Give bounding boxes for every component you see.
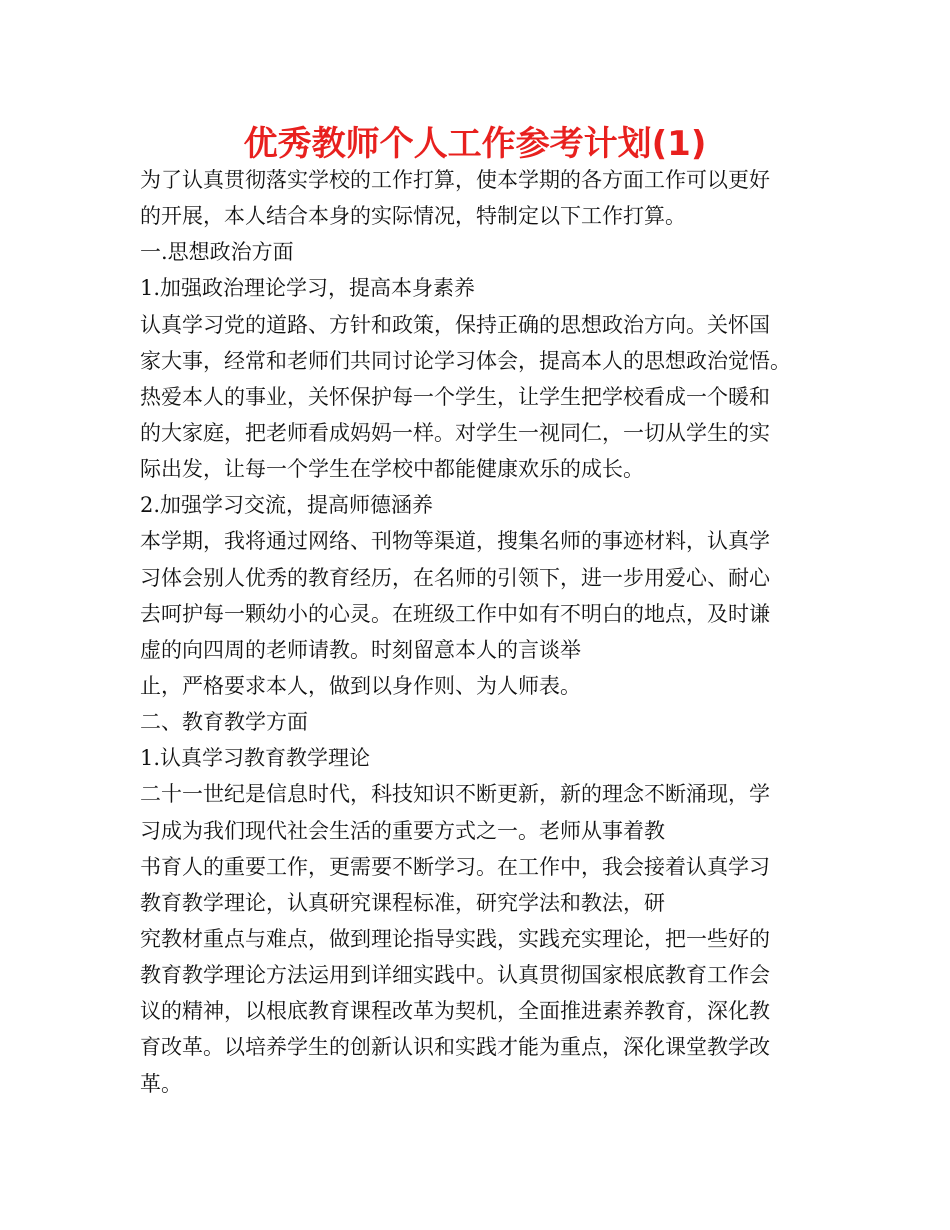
text-line: 习成为我们现代社会生活的重要方式之一。老师从事着教	[140, 818, 665, 843]
text-line: 二十一世纪是信息时代，科技知识不断更新，新的理念不断涌现，学	[140, 782, 770, 807]
document-body	[140, 162, 840, 1102]
text-line: 革。	[140, 1071, 182, 1096]
section-heading: 二、教育教学方面	[140, 710, 308, 735]
text-line: 育改革。以培养学生的创新认识和实践才能为重点，深化课堂教学改	[140, 1035, 770, 1060]
text-line: 际出发，让每一个学生在学校中都能健康欢乐的成长。	[140, 457, 644, 482]
text-line: 的开展，本人结合本身的实际情况，特制定以下工作打算。	[140, 204, 686, 229]
text-line: 虚的向四周的老师请教。时刻留意本人的言谈举	[140, 637, 581, 662]
text-line: 书育人的重要工作，更需要不断学习。在工作中，我会接着认真学习	[140, 854, 770, 879]
text-line: 认真学习党的道路、方针和政策，保持正确的思想政治方向。关怀国	[140, 312, 770, 337]
subsection-heading: 2.加强学习交流，提高师德涵养	[140, 493, 434, 518]
text-line: 家大事，经常和老师们共同讨论学习体会，提高本人的思想政治觉悟。	[140, 348, 791, 373]
section-heading: 一.思想政治方面	[140, 240, 294, 265]
subsection-heading: 1.认真学习教育教学理论	[140, 746, 371, 771]
text-line: 教育教学理论，认真研究课程标准，研究学法和教法，研	[140, 890, 665, 915]
text-line: 热爱本人的事业，关怀保护每一个学生，让学生把学校看成一个暖和	[140, 384, 770, 409]
text-line: 习体会别人优秀的教育经历，在名师的引领下，进一步用爱心、耐心	[140, 565, 770, 590]
subsection-heading: 1.加强政治理论学习，提高本身素养	[140, 276, 476, 301]
text-line: 教育教学理论方法运用到详细实践中。认真贯彻国家根底教育工作会	[140, 963, 770, 988]
text-line: 的大家庭，把老师看成妈妈一样。对学生一视同仁，一切从学生的实	[140, 420, 770, 445]
text-line: 本学期，我将通过网络、刊物等渠道，搜集名师的事迹材料，认真学	[140, 529, 770, 554]
text-line: 止，严格要求本人，做到以身作则、为人师表。	[140, 673, 581, 698]
text-line: 究教材重点与难点，做到理论指导实践，实践充实理论，把一些好的	[140, 926, 770, 951]
document-title: 优秀教师个人工作参考计划(1)	[243, 124, 707, 164]
text-line: 去呵护每一颗幼小的心灵。在班级工作中如有不明白的地点，及时谦	[140, 601, 770, 626]
text-line: 议的精神，以根底教育课程改革为契机，全面推进素养教育，深化教	[140, 999, 770, 1024]
text-line: 为了认真贯彻落实学校的工作打算，使本学期的各方面工作可以更好	[140, 168, 770, 192]
